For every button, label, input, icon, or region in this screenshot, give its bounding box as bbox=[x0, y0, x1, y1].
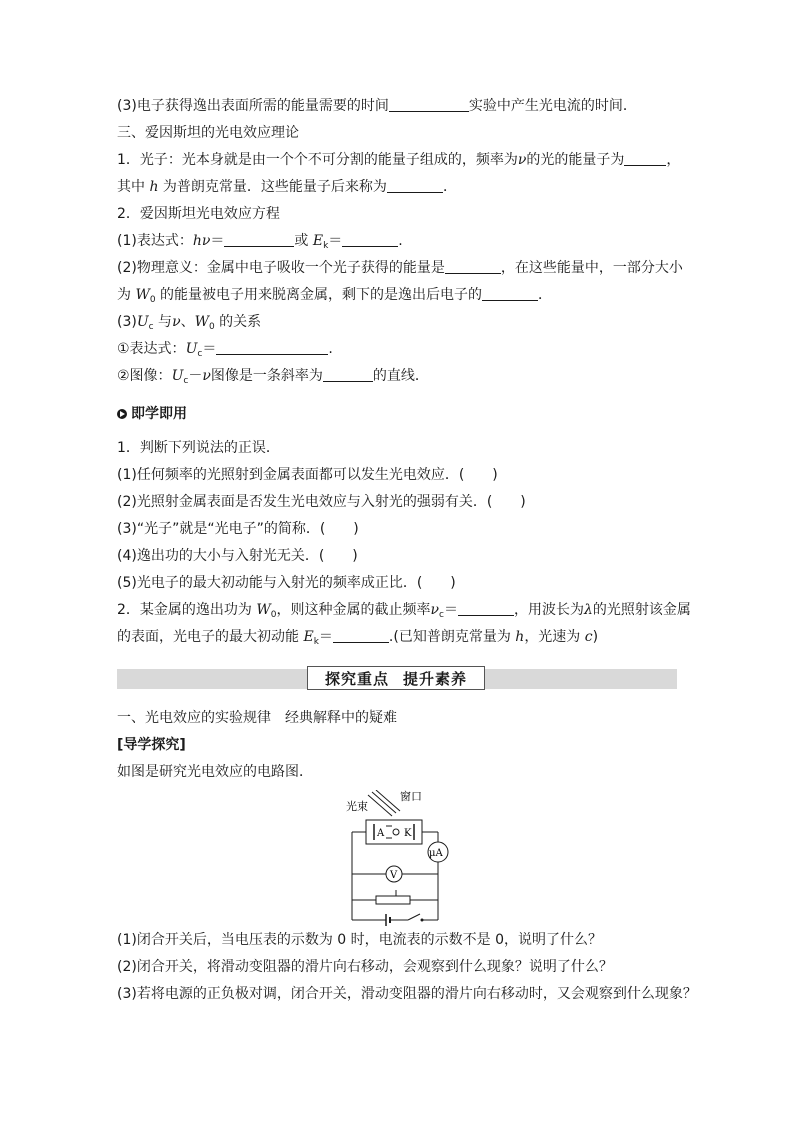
physical-meaning: (2)物理意义：金属中电子吸收一个光子获得的能量是 ，在这些能量中，一部分大小 bbox=[117, 260, 683, 276]
answer-blank[interactable] bbox=[224, 231, 294, 247]
judge-item: (4)逸出功的大小与入射光无关．( ) bbox=[117, 548, 358, 564]
answer-blank[interactable] bbox=[323, 366, 373, 382]
practice-q2-line2: 的表面，光电子的最大初动能 $E_k=$ .(已知普朗克常量为 h，光速为 c) bbox=[117, 629, 599, 647]
beam-label: 光束 bbox=[346, 800, 368, 813]
microammeter-label: μA bbox=[429, 848, 443, 859]
equation-expression: (1)表达式：hν＝ 或 $E_k=$ . bbox=[117, 233, 403, 251]
q3-line: (3)电子获得逸出表面所需的能量需要的时间 实验中产生光电流的时间． bbox=[117, 98, 637, 114]
photon-definition: 1．光子：光本身就是由一个个不可分割的能量子组成的，频率为ν的光的能量子为 ， bbox=[117, 152, 681, 168]
section-banner bbox=[117, 669, 677, 689]
photon-definition-line2: 其中 h 为普朗克常量．这些能量子后来称为 ． bbox=[117, 179, 457, 195]
answer-blank[interactable] bbox=[389, 96, 469, 112]
banner-right-text: 提升素养 bbox=[403, 669, 468, 688]
uc-expression: ①表达式：$U_c=$ . bbox=[117, 341, 333, 359]
explore-q3: (3)若将电源的正负极对调，闭合开关，滑动变阻器的滑片向右移动时，又会观察到什么现象？ bbox=[117, 986, 697, 1002]
practice-q2: 2．某金属的逸出功为 $W_0$，则这种金属的截止频率$\nu_c=$ ，用波长为λ的光照射该金属 bbox=[117, 602, 691, 620]
explore-q1: (1)闭合开关后，当电压表的示数为 0 时，电流表的示数不是 0，说明了什么？ bbox=[117, 932, 602, 948]
answer-blank[interactable] bbox=[482, 285, 538, 301]
voltmeter-label: V bbox=[390, 870, 398, 881]
photoelectric-circuit-diagram bbox=[346, 790, 458, 926]
uc-graph: ②图像：$U_c-\nu$图像是一条斜率为 的直线． bbox=[117, 368, 429, 386]
explore-title: 一、光电效应的实验规律 经典解释中的疑难 bbox=[117, 710, 397, 726]
answer-blank[interactable] bbox=[458, 600, 514, 616]
play-marker-icon bbox=[117, 409, 127, 419]
equation-heading: 2．爱因斯坦光电效应方程 bbox=[117, 206, 280, 222]
answer-blank[interactable] bbox=[445, 258, 501, 274]
answer-blank[interactable] bbox=[624, 150, 666, 166]
light-beam-ray bbox=[372, 792, 396, 813]
judge-item: (3)“光子”就是“光电子”的简称．( ) bbox=[117, 521, 359, 537]
judge-item: (1)任何频率的光照射到金属表面都可以发生光电效应．( ) bbox=[117, 467, 498, 483]
window-label: 窗口 bbox=[400, 790, 422, 803]
uc-relation-heading: $(3)U_c$ 与ν、$W_0$ 的关系 bbox=[117, 314, 262, 332]
answer-blank[interactable] bbox=[216, 339, 328, 355]
answer-blank[interactable] bbox=[387, 177, 443, 193]
electron-icon bbox=[393, 829, 399, 835]
practice-q1-title: 1．判断下列说法的正误． bbox=[117, 440, 280, 456]
explore-intro: 如图是研究光电效应的电路图． bbox=[117, 764, 313, 780]
cathode-label: K bbox=[404, 828, 412, 839]
rheostat bbox=[376, 896, 410, 904]
judge-item: (2)光照射金属表面是否发生光电效应与入射光的强弱有关．( ) bbox=[117, 494, 526, 510]
answer-blank[interactable] bbox=[333, 627, 389, 643]
banner-left-text: 探究重点 bbox=[324, 669, 389, 688]
practice-heading: 即学即用 bbox=[117, 404, 187, 424]
banner-box bbox=[307, 666, 485, 690]
answer-blank[interactable] bbox=[342, 231, 398, 247]
judge-item: (5)光电子的最大初动能与入射光的频率成正比．( ) bbox=[117, 575, 456, 591]
switch-icon bbox=[408, 914, 420, 920]
guide-label: [导学探究] bbox=[117, 737, 186, 753]
explore-q2: (2)闭合开关，将滑动变阻器的滑片向右移动，会观察到什么现象？说明了什么？ bbox=[117, 959, 613, 975]
light-beam-ray bbox=[376, 790, 400, 811]
physical-meaning-line2: 为 $W_0$ 的能量被电子用来脱离金属，剩下的是逸出后电子的 ． bbox=[117, 287, 553, 305]
section-title: 三、爱因斯坦的光电效应理论 bbox=[117, 125, 299, 141]
light-beam-ray bbox=[368, 795, 392, 816]
anode-label: A bbox=[377, 828, 385, 839]
